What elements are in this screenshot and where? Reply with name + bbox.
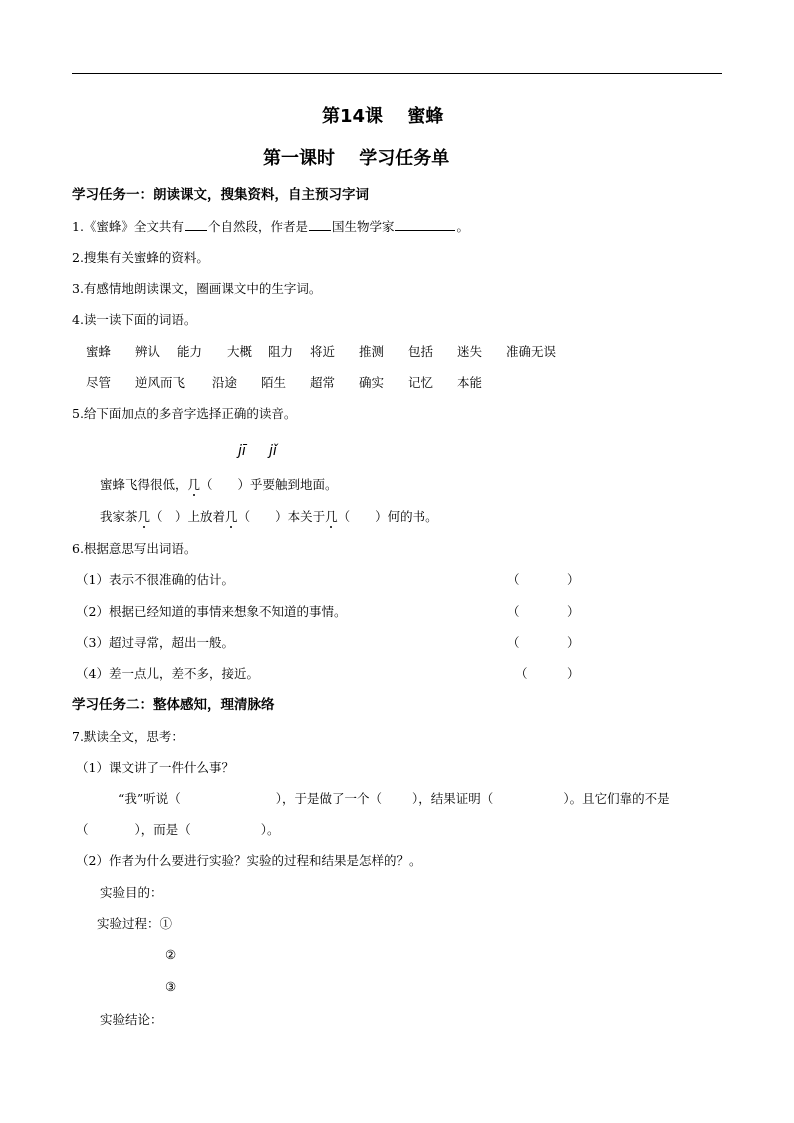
word: 确实 <box>359 375 385 390</box>
word: 沿途 <box>212 375 238 390</box>
word: 辨认 <box>135 344 161 359</box>
blank-country[interactable] <box>309 219 331 231</box>
s2-answer-paren-3[interactable]: （ ）何的书。 <box>337 509 438 524</box>
q1-text-b: 个自然段，作者是 <box>207 219 308 234</box>
header-rule <box>72 73 722 74</box>
page-title: 第14课 蜜蜂 <box>322 106 444 127</box>
q6-paren-open[interactable]: （ <box>507 572 520 587</box>
blank-author[interactable] <box>395 219 455 231</box>
word: 阻力 <box>268 344 294 359</box>
word: 记忆 <box>408 375 434 390</box>
q6-item-2: （2）根据已经知道的事情来想象不知道的事情。 <box>76 604 347 619</box>
s1-text-a: 蜜蜂飞得很低， <box>100 477 188 492</box>
q1-text-c: 国生物学家 <box>331 219 395 234</box>
word: 超常 <box>310 375 336 390</box>
experiment-step-3: ③ <box>165 979 177 994</box>
question-4: 4.读一读下面的词语。 <box>72 312 197 327</box>
word: 包括 <box>408 344 434 359</box>
word: 将近 <box>310 344 336 359</box>
word: 逆风而飞 <box>135 375 186 390</box>
page-subtitle: 第一课时 学习任务单 <box>263 148 450 169</box>
word: 推测 <box>359 344 385 359</box>
q7-1-fill-line-2 <box>76 822 280 838</box>
question-1 <box>72 219 469 235</box>
q7-1-fill-line-1 <box>118 791 670 807</box>
word: 本能 <box>457 375 483 390</box>
task2-heading: 学习任务二：整体感知，理清脉络 <box>72 697 275 713</box>
question-7-2: （2）作者为什么要进行实验？实验的过程和结果是怎样的？。 <box>76 853 422 868</box>
q7-1-text-a: “我”听说（ <box>118 791 181 806</box>
question-3: 3.有感情地朗读课文，圈画课文中的生字词。 <box>72 281 322 296</box>
word: 蜜蜂 <box>86 344 112 359</box>
s2-answer-paren-1[interactable]: （ ）上放着 <box>150 509 226 524</box>
sentence-2 <box>100 509 438 525</box>
q6-item-1: （1）表示不很准确的估计。 <box>76 572 234 587</box>
q7-1-text-d: ）。且它们靠的不是 <box>563 791 670 806</box>
word: 尽管 <box>86 375 112 390</box>
q6-item-3: （3）超过寻常，超出一般。 <box>76 635 234 650</box>
experiment-step-2: ② <box>165 947 177 962</box>
q6-paren-close: ） <box>567 635 580 650</box>
experiment-conclusion: 实验结论： <box>100 1012 163 1027</box>
q1-text-d: 。 <box>456 219 469 234</box>
q6-paren-close: ） <box>567 572 580 587</box>
word: 陌生 <box>261 375 287 390</box>
q6-item-4: （4）差一点儿，差不多，接近。 <box>76 666 259 681</box>
pinyin-ji3: jǐ <box>269 443 277 459</box>
dotted-char: 几 <box>137 509 151 524</box>
dotted-char: 几 <box>225 509 238 524</box>
sentence-1 <box>100 477 338 493</box>
q6-paren-open[interactable]: （ <box>507 604 520 619</box>
question-6: 6.根据意思写出词语。 <box>72 541 197 556</box>
q7-1-text-e: （ <box>76 822 89 837</box>
word: 大概 <box>227 344 253 359</box>
task1-heading: 学习任务一：朗读课文，搜集资料，自主预习字词 <box>72 187 369 203</box>
question-7: 7.默读全文，思考： <box>72 729 184 744</box>
q7-1-text-c: ），结果证明（ <box>412 791 494 806</box>
s2-text-a: 我家茶 <box>100 509 138 524</box>
experiment-purpose: 实验目的： <box>100 885 163 900</box>
blank-paragraph-count[interactable] <box>185 219 207 231</box>
q6-paren-close: ） <box>567 604 580 619</box>
pinyin-ji1: jī <box>238 443 246 459</box>
experiment-process: 实验过程：① <box>97 916 173 931</box>
word: 迷失 <box>457 344 483 359</box>
q7-1-text-b: ），于是做了一个（ <box>275 791 383 806</box>
question-5: 5.给下面加点的多音字选择正确的读音。 <box>72 406 297 421</box>
question-2: 2.搜集有关蜜蜂的资料。 <box>72 250 209 265</box>
q7-1-text-g: ）。 <box>260 822 280 837</box>
s2-answer-paren-2[interactable]: （ ）本关于 <box>237 509 326 524</box>
s1-answer-paren[interactable]: （ ）乎要触到地面。 <box>200 477 338 492</box>
q6-paren-open[interactable]: （ <box>515 666 528 681</box>
q1-text-a: 1.《蜜蜂》全文共有 <box>72 219 184 234</box>
question-7-1: （1）课文讲了一件什么事？ <box>76 760 234 775</box>
word: 能力 <box>177 344 203 359</box>
word: 准确无误 <box>506 344 557 359</box>
q6-paren-close: ） <box>567 666 580 681</box>
q7-1-text-f: ），而是（ <box>134 822 191 837</box>
dotted-char: 几 <box>325 509 338 524</box>
q6-paren-open[interactable]: （ <box>507 635 520 650</box>
dotted-char: 几 <box>187 477 201 492</box>
